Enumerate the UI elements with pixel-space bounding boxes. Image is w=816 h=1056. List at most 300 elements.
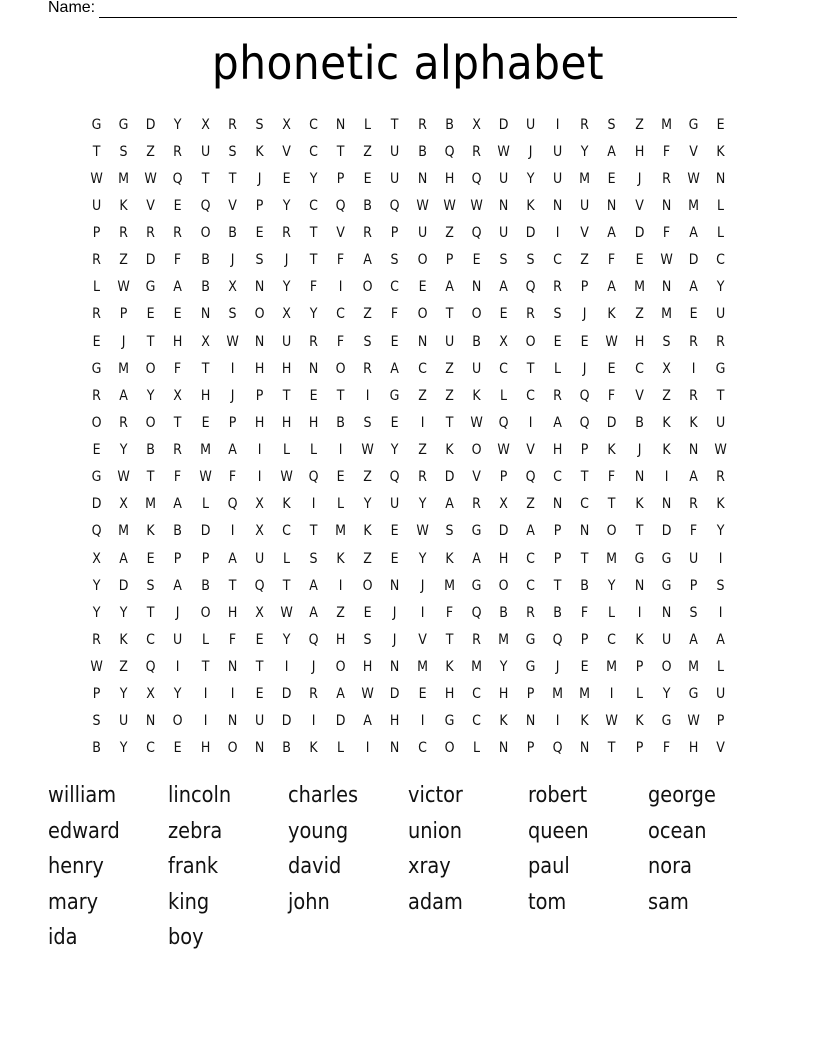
grid-letter[interactable]: J [284, 252, 289, 269]
grid-letter[interactable]: I [203, 686, 207, 703]
grid-letter[interactable]: O [254, 306, 265, 323]
grid-letter[interactable]: T [445, 631, 454, 648]
grid-letter[interactable]: W [687, 713, 700, 730]
grid-letter[interactable]: N [715, 170, 726, 187]
grid-letter[interactable]: G [118, 116, 129, 133]
grid-letter[interactable]: K [445, 659, 454, 676]
grid-letter[interactable]: M [579, 686, 591, 703]
grid-letter[interactable]: Z [444, 360, 454, 377]
grid-letter[interactable]: M [687, 197, 699, 214]
grid-letter[interactable]: X [254, 604, 264, 621]
grid-letter[interactable]: I [637, 604, 641, 621]
grid-letter[interactable]: S [607, 116, 616, 133]
grid-letter[interactable]: R [526, 604, 535, 621]
grid-letter[interactable]: N [525, 713, 536, 730]
grid-letter[interactable]: F [174, 360, 182, 377]
grid-letter[interactable]: H [363, 659, 373, 676]
grid-letter[interactable]: I [230, 360, 235, 377]
grid-letter[interactable]: V [417, 631, 427, 648]
grid-letter[interactable]: A [390, 360, 400, 377]
grid-letter[interactable]: Q [552, 631, 563, 648]
grid-letter[interactable]: L [472, 740, 480, 757]
grid-letter[interactable]: R [309, 333, 318, 350]
grid-letter[interactable]: C [716, 252, 725, 269]
grid-letter[interactable]: X [282, 306, 291, 323]
grid-letter[interactable]: X [227, 279, 237, 296]
grid-letter[interactable]: A [444, 279, 454, 296]
grid-letter[interactable]: C [309, 116, 318, 133]
grid-letter[interactable]: P [391, 225, 399, 242]
grid-letter[interactable]: Q [579, 414, 590, 431]
grid-letter[interactable]: V [688, 143, 698, 160]
grid-letter[interactable]: E [499, 306, 508, 323]
grid-letter[interactable]: G [91, 469, 102, 486]
grid-letter[interactable]: O [335, 659, 346, 676]
grid-letter[interactable]: W [659, 252, 673, 269]
grid-letter[interactable]: O [200, 604, 211, 621]
grid-letter[interactable]: S [255, 116, 264, 133]
grid-letter[interactable]: T [174, 414, 182, 431]
grid-letter[interactable]: M [687, 659, 699, 676]
grid-letter[interactable]: U [553, 143, 563, 160]
grid-letter[interactable]: H [335, 631, 346, 648]
grid-letter[interactable]: O [362, 279, 373, 296]
grid-letter[interactable]: U [498, 170, 509, 187]
grid-letter[interactable]: V [634, 387, 644, 404]
grid-letter[interactable]: I [338, 442, 343, 459]
grid-letter[interactable]: V [471, 469, 481, 486]
grid-letter[interactable]: C [417, 360, 427, 377]
grid-letter[interactable]: A [363, 252, 373, 269]
grid-letter[interactable]: O [145, 414, 156, 431]
grid-letter[interactable]: F [337, 333, 345, 350]
grid-letter[interactable]: I [528, 414, 533, 431]
grid-letter[interactable]: N [634, 577, 644, 594]
grid-letter[interactable]: K [526, 197, 535, 214]
grid-letter[interactable]: Q [254, 577, 265, 594]
grid-letter[interactable]: F [608, 469, 616, 486]
grid-letter[interactable]: P [581, 442, 589, 459]
grid-letter[interactable]: A [309, 577, 318, 594]
grid-letter[interactable]: Z [417, 387, 427, 404]
grid-letter[interactable]: R [309, 686, 318, 703]
grid-letter[interactable]: R [471, 496, 481, 513]
grid-letter[interactable]: N [688, 442, 699, 459]
grid-letter[interactable]: D [688, 252, 699, 269]
grid-letter[interactable]: O [606, 523, 617, 540]
grid-letter[interactable]: G [471, 523, 482, 540]
grid-letter[interactable]: N [580, 523, 590, 540]
grid-letter[interactable]: T [92, 143, 101, 160]
grid-letter[interactable]: J [393, 604, 397, 621]
grid-letter[interactable]: G [661, 713, 672, 730]
grid-letter[interactable]: R [119, 225, 129, 242]
grid-letter[interactable]: I [176, 659, 180, 676]
grid-letter[interactable]: S [716, 577, 725, 594]
grid-letter[interactable]: A [173, 496, 183, 513]
grid-letter[interactable]: J [528, 143, 533, 160]
grid-letter[interactable]: G [634, 550, 644, 567]
grid-letter[interactable]: B [499, 604, 508, 621]
grid-letter[interactable]: T [445, 414, 454, 431]
grid-letter[interactable]: L [608, 604, 616, 621]
grid-letter[interactable]: A [471, 550, 481, 567]
grid-letter[interactable]: F [662, 143, 670, 160]
grid-letter[interactable]: K [662, 414, 671, 431]
grid-letter[interactable]: U [715, 306, 726, 323]
grid-letter[interactable]: K [716, 143, 725, 160]
grid-letter[interactable]: Q [579, 387, 590, 404]
grid-letter[interactable]: B [417, 143, 427, 160]
grid-letter[interactable]: D [335, 713, 346, 730]
grid-letter[interactable]: E [146, 306, 155, 323]
grid-letter[interactable]: V [526, 442, 535, 459]
grid-letter[interactable]: O [417, 306, 428, 323]
grid-letter[interactable]: F [689, 523, 697, 540]
grid-letter[interactable]: J [311, 659, 316, 676]
grid-letter[interactable]: T [309, 252, 318, 269]
grid-letter[interactable]: V [146, 197, 156, 214]
grid-letter[interactable]: T [201, 659, 209, 676]
grid-letter[interactable]: B [227, 225, 237, 242]
grid-letter[interactable]: O [444, 740, 455, 757]
grid-letter[interactable]: I [257, 469, 262, 486]
grid-letter[interactable]: X [200, 333, 210, 350]
grid-letter[interactable]: U [390, 170, 400, 187]
grid-letter[interactable]: Q [525, 279, 536, 296]
grid-letter[interactable]: H [281, 414, 292, 431]
grid-letter[interactable]: E [553, 333, 562, 350]
grid-letter[interactable]: N [200, 306, 210, 323]
grid-letter[interactable]: K [282, 496, 291, 513]
grid-letter[interactable]: U [715, 686, 726, 703]
grid-letter[interactable]: E [282, 170, 291, 187]
grid-letter[interactable]: M [335, 523, 347, 540]
grid-letter[interactable]: R [173, 143, 183, 160]
grid-letter[interactable]: H [498, 550, 509, 567]
grid-letter[interactable]: H [498, 686, 509, 703]
grid-letter[interactable]: U [91, 197, 102, 214]
grid-letter[interactable]: U [498, 225, 509, 242]
grid-letter[interactable]: Z [417, 442, 427, 459]
grid-letter[interactable]: Y [119, 442, 128, 459]
grid-letter[interactable]: E [635, 252, 644, 269]
grid-letter[interactable]: C [526, 550, 535, 567]
grid-letter[interactable]: M [660, 306, 672, 323]
grid-letter[interactable]: W [714, 442, 727, 459]
grid-letter[interactable]: P [445, 252, 453, 269]
grid-letter[interactable]: P [581, 279, 589, 296]
grid-letter[interactable]: W [415, 197, 429, 214]
grid-letter[interactable]: U [715, 414, 726, 431]
grid-letter[interactable]: I [718, 604, 723, 621]
grid-letter[interactable]: Q [172, 170, 183, 187]
grid-letter[interactable]: C [146, 631, 156, 648]
grid-letter[interactable]: O [417, 252, 428, 269]
grid-letter[interactable]: G [661, 550, 672, 567]
grid-letter[interactable]: Z [119, 252, 129, 269]
grid-letter[interactable]: R [92, 306, 101, 323]
grid-letter[interactable]: U [580, 197, 590, 214]
grid-letter[interactable]: J [637, 170, 641, 187]
grid-letter[interactable]: N [254, 279, 265, 296]
grid-letter[interactable]: N [471, 279, 482, 296]
grid-letter[interactable]: R [363, 360, 373, 377]
grid-letter[interactable]: G [390, 387, 400, 404]
grid-letter[interactable]: R [119, 414, 129, 431]
grid-letter[interactable]: P [92, 225, 101, 242]
grid-letter[interactable]: R [92, 252, 101, 269]
grid-letter[interactable]: P [635, 659, 643, 676]
grid-letter[interactable]: H [634, 333, 644, 350]
grid-letter[interactable]: M [606, 659, 618, 676]
grid-letter[interactable]: L [716, 659, 724, 676]
grid-letter[interactable]: L [499, 387, 507, 404]
grid-letter[interactable]: E [92, 333, 101, 350]
grid-letter[interactable]: D [498, 116, 509, 133]
grid-letter[interactable]: N [227, 713, 237, 730]
grid-letter[interactable]: N [661, 496, 671, 513]
grid-letter[interactable]: A [688, 279, 698, 296]
grid-letter[interactable]: O [335, 360, 346, 377]
grid-letter[interactable]: H [444, 686, 454, 703]
grid-letter[interactable]: W [442, 197, 456, 214]
grid-letter[interactable]: E [92, 442, 101, 459]
grid-letter[interactable]: S [92, 713, 101, 730]
grid-letter[interactable]: T [146, 604, 155, 621]
grid-letter[interactable]: G [661, 577, 672, 594]
grid-letter[interactable]: O [227, 740, 238, 757]
grid-letter[interactable]: Z [444, 225, 454, 242]
grid-letter[interactable]: B [363, 197, 373, 214]
grid-letter[interactable]: Z [336, 604, 346, 621]
grid-letter[interactable]: T [391, 116, 399, 133]
grid-letter[interactable]: B [173, 523, 183, 540]
grid-letter[interactable]: K [472, 387, 481, 404]
grid-letter[interactable]: A [688, 225, 698, 242]
grid-letter[interactable]: G [688, 686, 699, 703]
grid-letter[interactable]: P [174, 550, 182, 567]
grid-letter[interactable]: F [608, 252, 616, 269]
grid-letter[interactable]: B [553, 604, 563, 621]
grid-letter[interactable]: B [336, 414, 346, 431]
grid-letter[interactable]: E [363, 170, 372, 187]
grid-letter[interactable]: O [362, 577, 373, 594]
grid-letter[interactable]: O [200, 225, 211, 242]
grid-letter[interactable]: P [228, 414, 236, 431]
grid-letter[interactable]: H [254, 414, 265, 431]
grid-letter[interactable]: P [689, 577, 698, 594]
grid-letter[interactable]: T [526, 360, 535, 377]
grid-letter[interactable]: W [415, 523, 429, 540]
grid-letter[interactable]: X [499, 496, 508, 513]
grid-letter[interactable]: R [173, 442, 183, 459]
grid-letter[interactable]: I [555, 116, 560, 133]
grid-letter[interactable]: C [309, 197, 318, 214]
grid-letter[interactable]: N [308, 360, 319, 377]
grid-letter[interactable]: D [145, 116, 156, 133]
grid-letter[interactable]: P [526, 686, 535, 703]
grid-letter[interactable]: J [176, 604, 180, 621]
grid-letter[interactable]: I [555, 225, 560, 242]
grid-letter[interactable]: H [634, 143, 644, 160]
grid-letter[interactable]: W [90, 659, 103, 676]
grid-letter[interactable]: E [689, 306, 698, 323]
grid-letter[interactable]: L [337, 496, 345, 513]
grid-letter[interactable]: A [173, 279, 183, 296]
grid-letter[interactable]: O [145, 360, 156, 377]
grid-letter[interactable]: N [661, 197, 671, 214]
grid-letter[interactable]: B [282, 740, 291, 757]
grid-letter[interactable]: K [662, 442, 671, 459]
grid-letter[interactable]: I [230, 523, 235, 540]
grid-letter[interactable]: Y [608, 577, 616, 594]
grid-letter[interactable]: U [390, 496, 400, 513]
grid-letter[interactable]: M [470, 659, 482, 676]
grid-letter[interactable]: D [281, 713, 292, 730]
grid-letter[interactable]: E [716, 116, 725, 133]
grid-letter[interactable]: T [635, 523, 643, 540]
grid-letter[interactable]: W [198, 469, 212, 486]
grid-letter[interactable]: T [282, 387, 291, 404]
grid-letter[interactable]: F [391, 306, 399, 323]
grid-letter[interactable]: R [553, 387, 563, 404]
grid-letter[interactable]: O [471, 442, 482, 459]
grid-letter[interactable]: A [499, 279, 508, 296]
grid-letter[interactable]: Q [308, 469, 319, 486]
grid-letter[interactable]: O [471, 306, 482, 323]
grid-letter[interactable]: J [420, 577, 424, 594]
grid-letter[interactable]: L [716, 225, 724, 242]
grid-letter[interactable]: D [444, 469, 455, 486]
grid-letter[interactable]: T [309, 523, 318, 540]
grid-letter[interactable]: T [553, 577, 562, 594]
grid-letter[interactable]: P [119, 306, 128, 323]
grid-letter[interactable]: C [607, 631, 617, 648]
grid-letter[interactable]: K [146, 523, 155, 540]
grid-letter[interactable]: S [689, 604, 698, 621]
grid-letter[interactable]: H [308, 414, 319, 431]
grid-letter[interactable]: Z [580, 252, 590, 269]
grid-letter[interactable]: K [689, 414, 698, 431]
grid-letter[interactable]: C [309, 143, 318, 160]
grid-letter[interactable]: C [417, 740, 427, 757]
grid-letter[interactable]: C [146, 740, 156, 757]
grid-letter[interactable]: M [118, 360, 130, 377]
grid-letter[interactable]: F [228, 469, 236, 486]
grid-letter[interactable]: K [119, 631, 128, 648]
grid-letter[interactable]: N [661, 279, 671, 296]
grid-letter[interactable]: E [255, 686, 264, 703]
grid-letter[interactable]: C [580, 496, 590, 513]
grid-letter[interactable]: P [553, 550, 562, 567]
grid-letter[interactable]: N [335, 116, 346, 133]
grid-letter[interactable]: F [445, 604, 453, 621]
grid-letter[interactable]: B [471, 333, 481, 350]
grid-letter[interactable]: I [203, 713, 207, 730]
grid-letter[interactable]: I [338, 577, 343, 594]
grid-letter[interactable]: E [336, 469, 345, 486]
grid-letter[interactable]: Z [363, 550, 373, 567]
grid-letter[interactable]: U [200, 143, 210, 160]
grid-letter[interactable]: N [580, 740, 590, 757]
grid-letter[interactable]: D [281, 686, 292, 703]
grid-letter[interactable]: Q [227, 496, 238, 513]
grid-letter[interactable]: N [552, 496, 563, 513]
grid-letter[interactable]: Z [119, 659, 129, 676]
grid-letter[interactable]: C [390, 279, 400, 296]
grid-letter[interactable]: P [581, 631, 589, 648]
grid-letter[interactable]: B [200, 279, 210, 296]
grid-letter[interactable]: K [607, 442, 617, 459]
grid-letter[interactable]: N [634, 469, 644, 486]
grid-letter[interactable]: E [255, 225, 264, 242]
grid-letter[interactable]: Y [309, 306, 318, 323]
grid-letter[interactable]: T [445, 306, 454, 323]
grid-letter[interactable]: E [173, 306, 182, 323]
grid-letter[interactable]: H [173, 333, 183, 350]
grid-letter[interactable]: I [691, 360, 696, 377]
grid-letter[interactable]: Y [580, 143, 589, 160]
grid-letter[interactable]: K [580, 713, 589, 730]
grid-letter[interactable]: A [716, 631, 725, 648]
grid-letter[interactable]: L [93, 279, 101, 296]
grid-letter[interactable]: I [311, 713, 316, 730]
grid-letter[interactable]: M [118, 170, 130, 187]
grid-letter[interactable]: W [361, 686, 375, 703]
grid-letter[interactable]: P [92, 686, 101, 703]
grid-letter[interactable]: R [92, 631, 101, 648]
grid-letter[interactable]: D [118, 577, 129, 594]
grid-letter[interactable]: K [607, 306, 617, 323]
grid-letter[interactable]: L [716, 197, 724, 214]
grid-letter[interactable]: E [201, 414, 210, 431]
grid-letter[interactable]: U [173, 631, 183, 648]
grid-letter[interactable]: X [499, 333, 508, 350]
grid-letter[interactable]: T [608, 740, 616, 757]
grid-letter[interactable]: L [337, 740, 345, 757]
grid-letter[interactable]: A [688, 631, 698, 648]
grid-letter[interactable]: N [390, 740, 400, 757]
grid-letter[interactable]: X [282, 116, 291, 133]
grid-letter[interactable]: A [444, 496, 454, 513]
grid-letter[interactable]: Q [552, 740, 563, 757]
grid-letter[interactable]: I [365, 740, 370, 757]
grid-letter[interactable]: T [146, 333, 155, 350]
grid-letter[interactable]: K [445, 550, 454, 567]
grid-letter[interactable]: R [363, 225, 373, 242]
grid-letter[interactable]: R [173, 225, 183, 242]
grid-letter[interactable]: E [390, 414, 399, 431]
grid-letter[interactable]: K [716, 496, 725, 513]
grid-letter[interactable]: F [174, 469, 182, 486]
grid-letter[interactable]: X [173, 387, 183, 404]
grid-letter[interactable]: G [91, 116, 102, 133]
grid-letter[interactable]: Q [91, 523, 102, 540]
grid-letter[interactable]: J [582, 360, 587, 377]
grid-letter[interactable]: K [445, 442, 454, 459]
grid-letter[interactable]: G [91, 360, 102, 377]
grid-letter[interactable]: T [201, 360, 209, 377]
grid-letter[interactable]: N [661, 604, 671, 621]
grid-letter[interactable]: A [119, 387, 128, 404]
grid-letter[interactable]: Y [146, 387, 155, 404]
grid-letter[interactable]: R [688, 387, 698, 404]
grid-letter[interactable]: T [146, 469, 155, 486]
grid-letter[interactable]: D [200, 523, 210, 540]
grid-letter[interactable]: Y [418, 496, 426, 513]
grid-letter[interactable]: Q [471, 604, 482, 621]
